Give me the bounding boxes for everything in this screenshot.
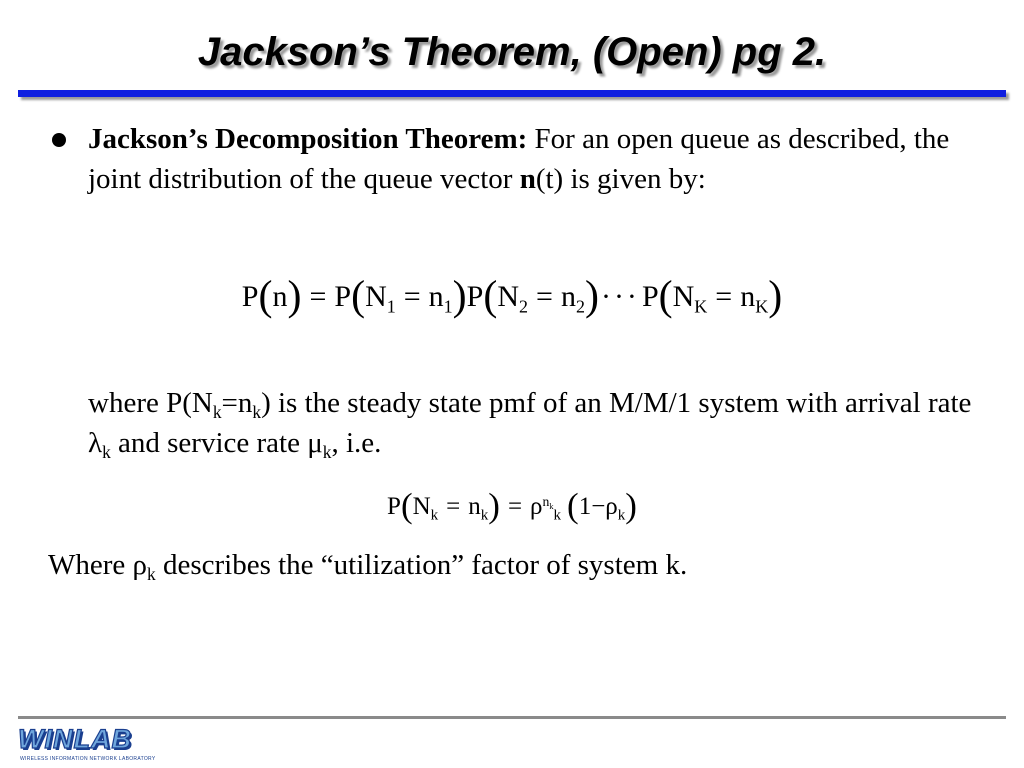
bullet-icon [52, 133, 66, 147]
logo-wordmark: WINLAB [18, 724, 132, 754]
joint-distribution-equation: $P(n) = P(N_1 = n_1)P(N_2 = n_2)\cdot\cdot\cdot P(N_K = n_K)$ [241, 273, 783, 320]
theorem-paragraph [88, 119, 988, 199]
theorem-text-a: For an open queue as described, the joint distribution of the queue vector [88, 123, 950, 195]
utilization-paragraph: Where $\rho_k$ describes the “utilization” factor of system k. [48, 549, 688, 585]
footer-divider [18, 716, 1006, 719]
winlab-logo [18, 724, 168, 764]
theorem-heading: Jackson’s Decomposition Theorem: [88, 123, 528, 155]
theorem-text-b: (t) is given by: [535, 163, 706, 195]
rho-symbol: ρ [132, 549, 148, 581]
mm1-pmf-equation: $P(N_k = n_k) = \rho^{n_k}_k$ $(1-\rho_k)$ [387, 485, 637, 525]
lambda-symbol: λ [88, 427, 103, 459]
title-divider [18, 90, 1006, 97]
logo-subtitle: WIRELESS INFORMATION NETWORK LABORATORY [20, 756, 156, 762]
steady-state-paragraph: where $P(N_k=n_k)$ is the steady state pmf of an M/M/1 system with arrival rate $\lambda_k$ and service rate $\mu_k$, i.e. [88, 387, 972, 463]
mu-symbol: μ [307, 427, 323, 459]
queue-vector-symbol: n [519, 163, 536, 195]
slide-title: Jackson’s Theorem, (Open) pg 2. [197, 30, 827, 74]
